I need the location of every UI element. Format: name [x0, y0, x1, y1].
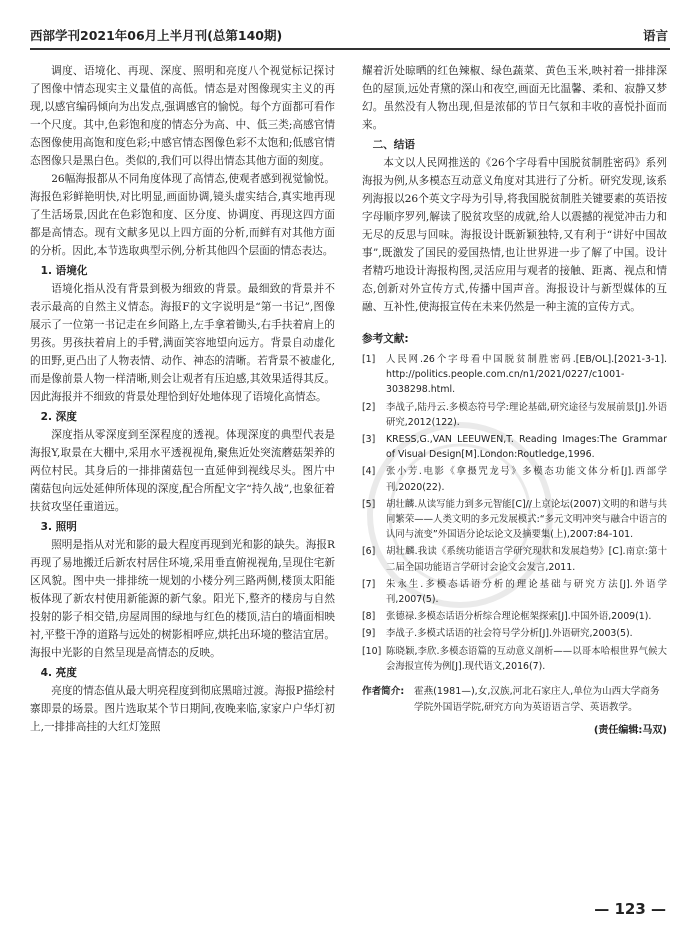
- reference-item: [362, 497, 667, 543]
- reference-text: 张小芳.电影《拿摄咒龙号》多模态功能文体分析[J].西部学刊,2020(22).: [386, 466, 667, 493]
- conclusion-section: [362, 62, 667, 316]
- editor-note: (责任编辑:马双): [593, 725, 667, 737]
- body-paragraph: 亮度的情态值从最大明亮程度到彻底黑暗过渡。海报P描绘村寨即景的场景。图片选取某个节日期间,夜晚来临,家家户户华灯初上,一排排高挂的大红灯笼照: [30, 685, 335, 733]
- reference-item: [362, 609, 667, 624]
- reference-text: 陈晓颖,李欣.多模态语篇的互动意义剖析——以哥本哈根世界气候大会海报宣传为例[J].现代语文,2016(7).: [386, 645, 667, 672]
- reference-number: [1]: [362, 354, 376, 365]
- reference-number: [5]: [362, 498, 376, 510]
- reference-number: [9]: [362, 628, 376, 640]
- reference-text: 李战子.多模式话语的社会符号学分析[J].外语研究,2003(5).: [386, 628, 633, 640]
- reference-item: [362, 464, 667, 494]
- section-heading: 4. 亮度: [40, 667, 77, 679]
- reference-item: [362, 626, 667, 641]
- reference-text: 胡壮麟.我读《系统功能语言学研究现状和发展趋势》[C].南京:第十二届全国功能语言学研讨会论文会发言,2011.: [386, 546, 667, 573]
- reference-number: [3]: [362, 434, 376, 446]
- reference-number: [7]: [362, 578, 376, 590]
- reference-item: [362, 577, 667, 607]
- reference-number: [10]: [362, 645, 382, 657]
- references-list: [362, 352, 667, 674]
- reference-item: [362, 352, 667, 398]
- reference-number: [8]: [362, 611, 376, 623]
- body-paragraph: 调度、语境化、再现、深度、照明和亮度八个视觉标记探讨了图像中情态现实主义量值的高低。情态是对图像现实主义的再现,以感官编码倾向为出发点,强调感官的愉悦。每个方面都可看作一个尺度。其中,色彩饱和度的情态分为高、中、低三类;高感官情态图像使用高饱和度色彩;中感官情态图像色彩不太饱和;低感官情态图像只是黑白色。类似的,我们可以得出情态其他方面的刻度。: [30, 65, 335, 167]
- body-paragraph: 深度指从零深度到至深程度的透视。体现深度的典型代表是海报Y,取景在大棚中,采用水平透视视角,聚焦近处突流蘑菇架养的两位村民。其身后的一排排菌菇包一直延伸到视线尽头。图片中菌菇包向远处延伸所体现的深度,配合所配文字“持久战”,也象征着扶贫攻坚任重道远。: [30, 429, 335, 513]
- body-paragraph: 本文以人民网推送的《26个字母看中国脱贫制胜密码》系列海报为例,从多模态互动意义角度对其进行了分析。研究发现,该系列海报以26个英文字母为引导,将我国脱贫制胜关键要素的英语按字母顺序罗列,解读了脱贫攻坚的成就,给人以震撼的视觉冲击力和无尽的反思与回味。海报设计既新颖独特,又有利于“讲好中国故事”,既激发了国民的爱国热情,也让世界进一步了解了中国。设计者精巧地设计海报构图,灵活应用与观者的接触、距离、视点和情态,创新对外宣传方式,传播中国声音。海报设计与新型媒体的互融、互补性,使海报宣传在未来仍然是一种主流的宣传方式。: [362, 157, 667, 313]
- reference-text: 朱永生.多模态话语分析的理论基础与研究方法[J].外语学刊,2007(5).: [386, 578, 667, 606]
- references-title: 参考文献:: [362, 333, 409, 345]
- reference-text: 胡壮麟.从读写能力到多元智能[C]//上京论坛(2007)文明的和谐与共同繁荣——人类文明的多元发展模式:“多元文明冲突与融合中语言的认同与流变”外国语分论坛论文及摘要集(上),2007:84-101.: [386, 498, 667, 541]
- reference-number: [6]: [362, 546, 376, 558]
- reference-text: 张德禄.多模态话语分析综合理论框架探索[J].中国外语,2009(1).: [386, 611, 652, 623]
- body-paragraph: 照明是指从对光和影的最大程度再现到光和影的缺失。海报R再现了易地搬迁后新农村居住环境,采用垂直俯视视角,呈现住宅新区风貌。图中央一排排统一规划的小楼分列三路两侧,楼顶太阳能板体现了新农村使用新能源的新气象。阳光下,整齐的楼房与自然投射的影子相交错,房屋周围的绿地与红色的楼顶,洁白的墙面相映衬,平整干净的道路与远处的树影相呼应,烘托出环境的整洁宜居。海报中光影的自然呈现是高情态的反映。: [30, 539, 335, 659]
- reference-item: [362, 432, 667, 462]
- author-bio-text: 霍燕(1981—),女,汉族,河北石家庄人,单位为山西大学商务学院外国语学院,研究方向为英语语言学、英语教学。: [414, 686, 660, 714]
- journal-title: 西部学刊2021年06月上半月刊(总第140期): [30, 28, 283, 43]
- section-label: 语言: [642, 28, 668, 43]
- reference-item: [362, 544, 667, 574]
- reference-item: [362, 644, 667, 674]
- reference-number: [2]: [362, 401, 376, 413]
- author-bio-label: 作者简介:: [362, 686, 405, 698]
- page-header: [30, 22, 670, 50]
- section-heading: 3. 照明: [40, 521, 77, 533]
- right-column: [362, 62, 667, 740]
- body-paragraph: 耀着沂处晾晒的红色辣椒、绿色蔬菜、黄色玉米,映衬着一排排深色的屋顶,远处青黛的深山和夜空,画面无比温馨、柔和、寂静又梦幻。虽然没有人物出现,但是浓郁的节日气氛和丰收的喜悦扑面而来。: [362, 65, 667, 131]
- body-paragraph: 语境化指从没有背景到极为细致的背景。最细致的背景并不表示最高的自然主义情态。海报F的文字说明是“第一书记”,图像展示了一位第一书记走在乡间路上,左手拿着锄头,右手扶着肩上的男孩。男孩扶着肩上的手臂,满面笑容地望向远方。背景自动虚化的田野,更凸出了人物表情、动作、神态的清晰。若背景不被虚化,而是像前景人物一样清晰,则会让观者有压迫感,其效果适得其反。因此海报并不细致的背景处理恰到好处地体现了语境化高情态。: [30, 283, 335, 403]
- reference-text: KRESS,G.,VAN LEEUWEN,T. Reading Images:The Grammar of Visual Design[M].London:Routledge,1996.: [386, 434, 667, 461]
- body-paragraph: 26幅海报都从不同角度体现了高情态,使观者感到视觉愉悦。海报色彩鲜艳明快,对比明显,画面协调,镜头虚实结合,真实地再现了生活场景,因此在色彩饱和度、区分度、协调度、再现这四方面都是高情态。现有文献多见以上四方面的分析,而鲜有对其他方面的分析。因此,本节选取典型示例,分析其他四个层面的情态表达。: [30, 173, 335, 257]
- page-number: — 123 —: [594, 900, 666, 918]
- reference-item: [362, 400, 667, 430]
- reference-number: [4]: [362, 466, 376, 478]
- section-heading: 2. 深度: [40, 411, 77, 423]
- author-bio: [362, 684, 667, 716]
- section-heading: 1. 语境化: [40, 265, 88, 277]
- left-column: [30, 62, 335, 736]
- section-heading: 二、结语: [372, 139, 415, 151]
- reference-text: 人民网.26个字母看中国脱贫制胜密码.[EB/OL].[2021-3-1]. http://politics.people.com.cn/n1/2021/0227/c1001-3038298.html.: [386, 354, 667, 396]
- reference-text: 李战子,陆丹云.多模态符号学:理论基础,研究途径与发展前景[J].外语研究,2012(122).: [386, 401, 667, 428]
